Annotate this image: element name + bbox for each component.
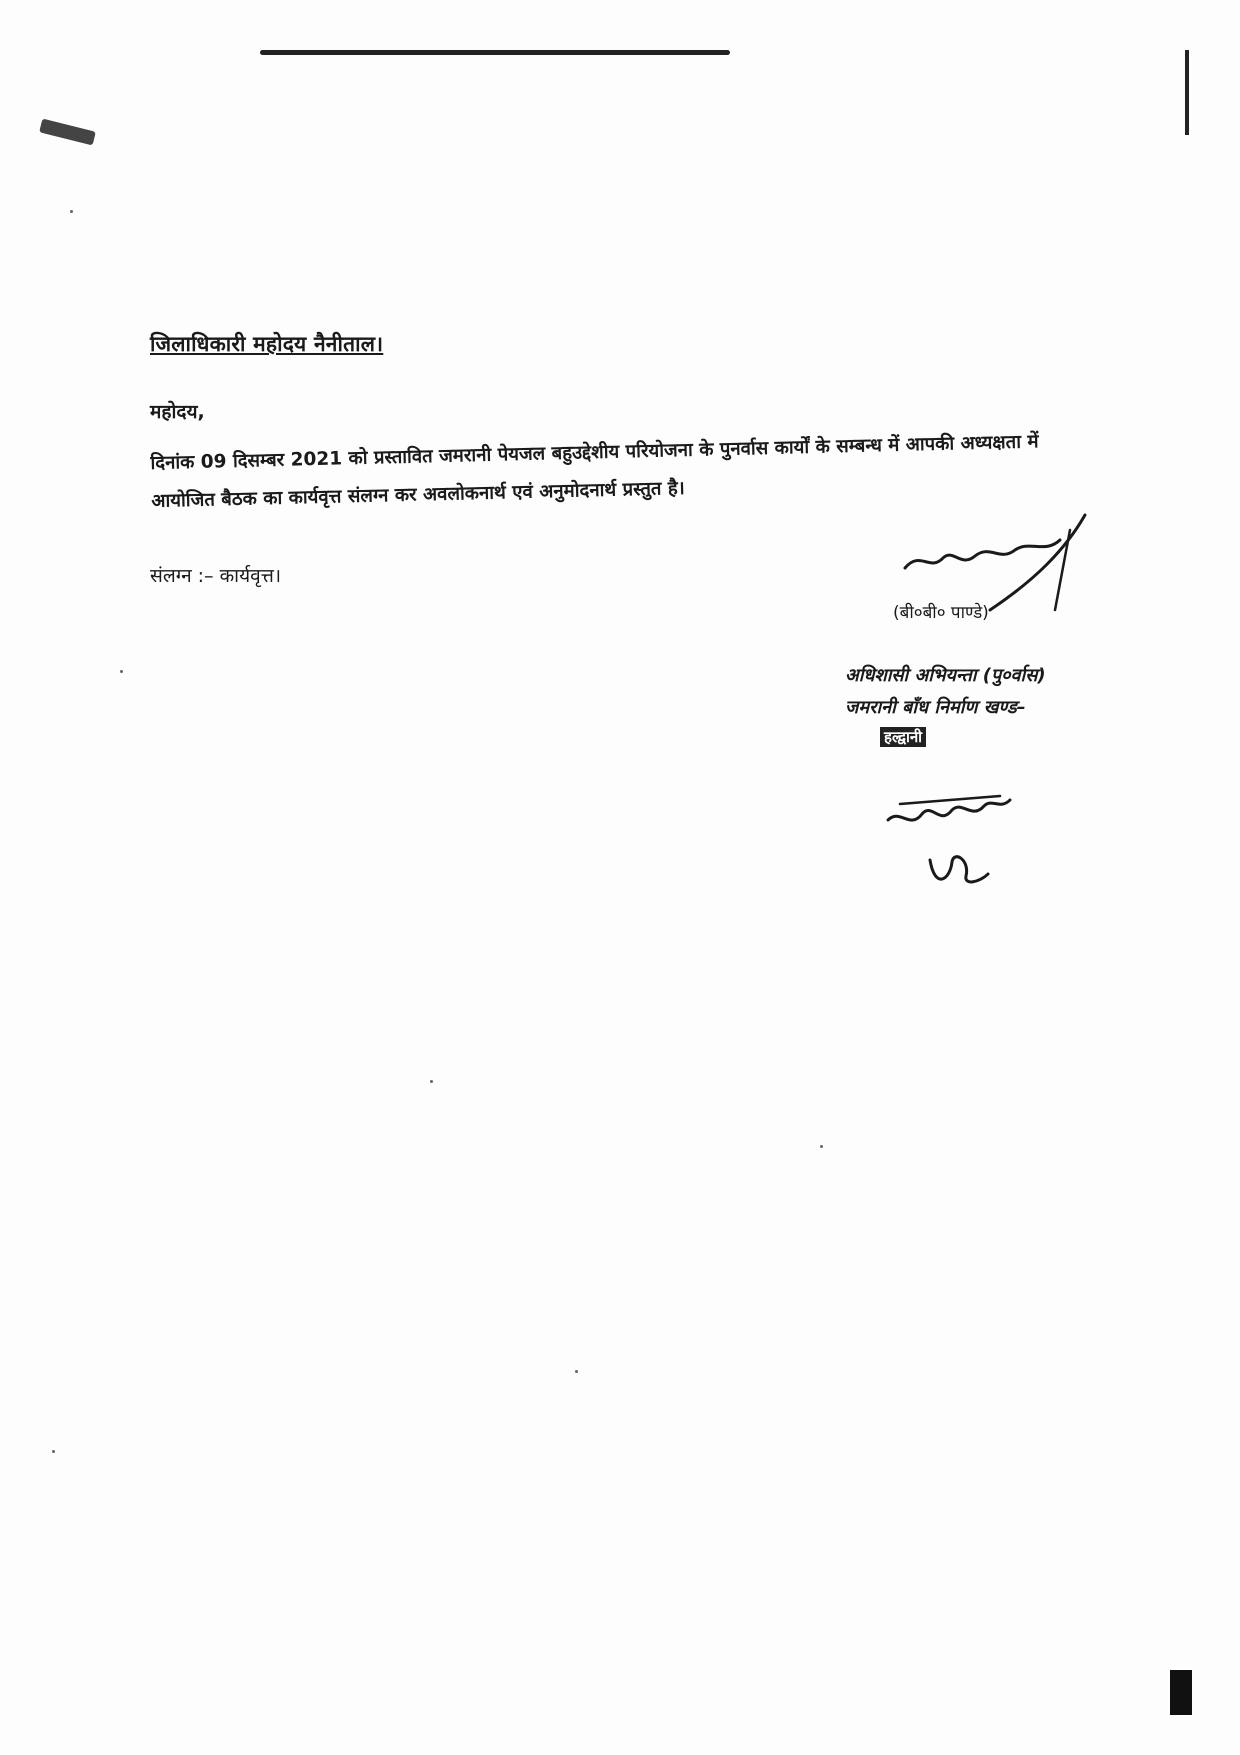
scan-speck [120, 670, 123, 673]
scan-speck [575, 1370, 578, 1373]
scan-corner-mark [39, 119, 96, 146]
signer-name: (बी०बी० पाण्डे) [893, 603, 989, 623]
designation-line-1: अधिशासी अभियन्ता (पु०र्वास) [845, 665, 1046, 686]
office-stamp-fragment: हल्द्वानी [880, 727, 926, 747]
addressee-line: जिलाधिकारी महोदय नैनीताल। [150, 332, 384, 356]
scan-speck [52, 1450, 55, 1453]
designation-line-2: जमरानी बाँध निर्माण खण्ड– [845, 697, 1026, 718]
scan-top-edge [260, 50, 730, 55]
scan-right-edge [1185, 50, 1189, 135]
scan-bottom-corner [1170, 1670, 1192, 1715]
letter-body: दिनांक 09 दिसम्बर 2021 को प्रस्तावित जमरानी पेयजल बहुउद्देशीय परियोजना के पुनर्वास कार्यों के सम्बन्ध में आपकी अध्यक्षता में आयोजित बैठक का कार्यवृत्त संलग्न कर अवलोकनार्थ एवं अनुमोदनार्थ प्रस्तुत है। [150, 431, 1039, 512]
scan-speck [820, 1145, 823, 1148]
scan-speck [70, 210, 73, 213]
enclosure-note: संलग्न :– कार्यवृत्त। [150, 565, 282, 587]
salutation: महोदय, [150, 401, 205, 423]
signer-designation [845, 660, 1046, 724]
handwritten-approval-mark [880, 790, 1020, 900]
scan-speck [430, 1080, 433, 1083]
